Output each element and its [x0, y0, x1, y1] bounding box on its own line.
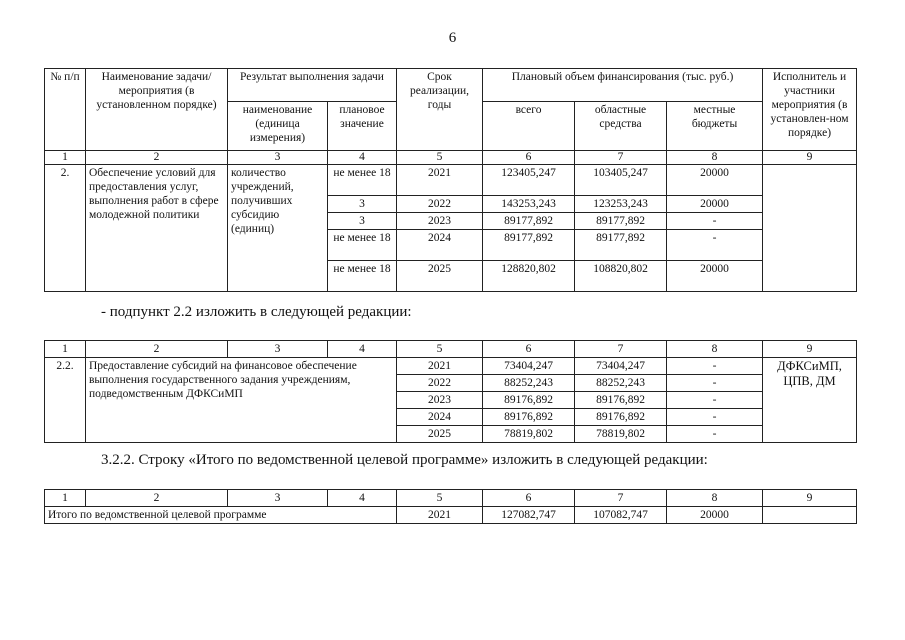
row-executor: ДФКСиМП, ЦПВ, ДМ — [763, 358, 857, 443]
row-num: 2.2. — [45, 358, 86, 443]
col-number: 3 — [228, 151, 328, 165]
year: 2024 — [397, 409, 483, 426]
year: 2021 — [397, 165, 483, 196]
col-number: 1 — [45, 151, 86, 165]
col-number: 2 — [86, 341, 228, 358]
col-number: 3 — [228, 341, 328, 358]
row-name: Обеспечение условий для предоставления услуг, выполнения работ в сфере молодежной политики — [86, 165, 228, 292]
year: 2025 — [397, 426, 483, 443]
col-number: 5 — [397, 341, 483, 358]
fin-regional: 88252,243 — [575, 375, 667, 392]
fin-regional: 103405,247 — [575, 165, 667, 196]
col-number: 4 — [328, 341, 397, 358]
fin-local: 20000 — [667, 165, 763, 196]
header-fin-regional: областные средства — [575, 102, 667, 151]
row-executor — [763, 165, 857, 292]
fin-total: 89176,892 — [483, 392, 575, 409]
year: 2022 — [397, 196, 483, 213]
year: 2023 — [397, 213, 483, 230]
plan-value: не менее 18 — [328, 230, 397, 261]
year: 2023 — [397, 392, 483, 409]
col-number: 5 — [397, 490, 483, 507]
header-result: Результат выполнения задачи — [228, 69, 397, 102]
header-result-name: наименование (единица измерения) — [228, 102, 328, 151]
col-number: 3 — [228, 490, 328, 507]
col-number: 4 — [328, 151, 397, 165]
fin-regional: 89176,892 — [575, 409, 667, 426]
fin-local: 20000 — [667, 196, 763, 213]
fin-regional: 89177,892 — [575, 230, 667, 261]
fin-local: 20000 — [667, 507, 763, 524]
fin-total: 89176,892 — [483, 409, 575, 426]
fin-total: 89177,892 — [483, 230, 575, 261]
fin-local: - — [667, 213, 763, 230]
col-number: 2 — [86, 490, 228, 507]
col-number: 6 — [483, 490, 575, 507]
year: 2024 — [397, 230, 483, 261]
fin-regional: 78819,802 — [575, 426, 667, 443]
fin-total: 143253,243 — [483, 196, 575, 213]
fin-local: 20000 — [667, 261, 763, 292]
row-name: Предоставление субсидий на финансовое обеспечение выполнения государственного задания учреждениям, подведомственным ДФКСиМП — [86, 358, 397, 443]
col-number: 7 — [575, 151, 667, 165]
row-indicator: количество учреждений, получивших субсидию (единиц) — [228, 165, 328, 292]
instruction-paragraph: 3.2.2. Строку «Итого по ведомственной целевой программе» изложить в следующей редакции: — [101, 452, 708, 468]
header-finance: Плановый объем финансирования (тыс. руб.) — [483, 69, 763, 102]
fin-local: - — [667, 358, 763, 375]
fin-regional: 73404,247 — [575, 358, 667, 375]
col-number: 7 — [575, 490, 667, 507]
page-number: 6 — [448, 30, 457, 46]
header-result-plan: плановое значение — [328, 102, 397, 151]
col-number: 6 — [483, 151, 575, 165]
year: 2025 — [397, 261, 483, 292]
col-number: 7 — [575, 341, 667, 358]
subitem-table — [44, 340, 857, 443]
total-table — [44, 489, 857, 524]
fin-local: - — [667, 375, 763, 392]
fin-local: - — [667, 230, 763, 261]
fin-regional: 107082,747 — [575, 507, 667, 524]
col-number: 1 — [45, 490, 86, 507]
fin-total: 89177,892 — [483, 213, 575, 230]
fin-total: 128820,802 — [483, 261, 575, 292]
col-number: 5 — [397, 151, 483, 165]
col-number: 9 — [763, 151, 857, 165]
fin-regional: 123253,243 — [575, 196, 667, 213]
program-table — [44, 68, 857, 292]
col-number: 1 — [45, 341, 86, 358]
year: 2021 — [397, 507, 483, 524]
col-number: 8 — [667, 151, 763, 165]
fin-total: 78819,802 — [483, 426, 575, 443]
total-executor — [763, 507, 857, 524]
header-fin-total: всего — [483, 102, 575, 151]
plan-value: не менее 18 — [328, 261, 397, 292]
fin-regional: 89176,892 — [575, 392, 667, 409]
fin-local: - — [667, 392, 763, 409]
header-executor: Исполнитель и участники мероприятия (в установлен-ном порядке) — [763, 69, 857, 151]
year: 2021 — [397, 358, 483, 375]
plan-value: 3 — [328, 196, 397, 213]
fin-total: 73404,247 — [483, 358, 575, 375]
plan-value: 3 — [328, 213, 397, 230]
plan-value: не менее 18 — [328, 165, 397, 196]
fin-regional: 89177,892 — [575, 213, 667, 230]
fin-local: - — [667, 409, 763, 426]
fin-total: 123405,247 — [483, 165, 575, 196]
fin-regional: 108820,802 — [575, 261, 667, 292]
instruction-paragraph: - подпункт 2.2 изложить в следующей редакции: — [101, 304, 412, 320]
header-name: Наименование задачи/мероприятия (в установленном порядке) — [86, 69, 228, 151]
fin-local: - — [667, 426, 763, 443]
col-number: 6 — [483, 341, 575, 358]
header-num: № п/п — [45, 69, 86, 151]
header-fin-local: местные бюджеты — [667, 102, 763, 151]
total-label: Итого по ведомственной целевой программе — [45, 507, 397, 524]
col-number: 8 — [667, 341, 763, 358]
col-number: 9 — [763, 490, 857, 507]
col-number: 8 — [667, 490, 763, 507]
fin-total: 127082,747 — [483, 507, 575, 524]
header-term: Срок реализации, годы — [397, 69, 483, 151]
row-num: 2. — [45, 165, 86, 292]
col-number: 9 — [763, 341, 857, 358]
col-number: 2 — [86, 151, 228, 165]
year: 2022 — [397, 375, 483, 392]
col-number: 4 — [328, 490, 397, 507]
fin-total: 88252,243 — [483, 375, 575, 392]
